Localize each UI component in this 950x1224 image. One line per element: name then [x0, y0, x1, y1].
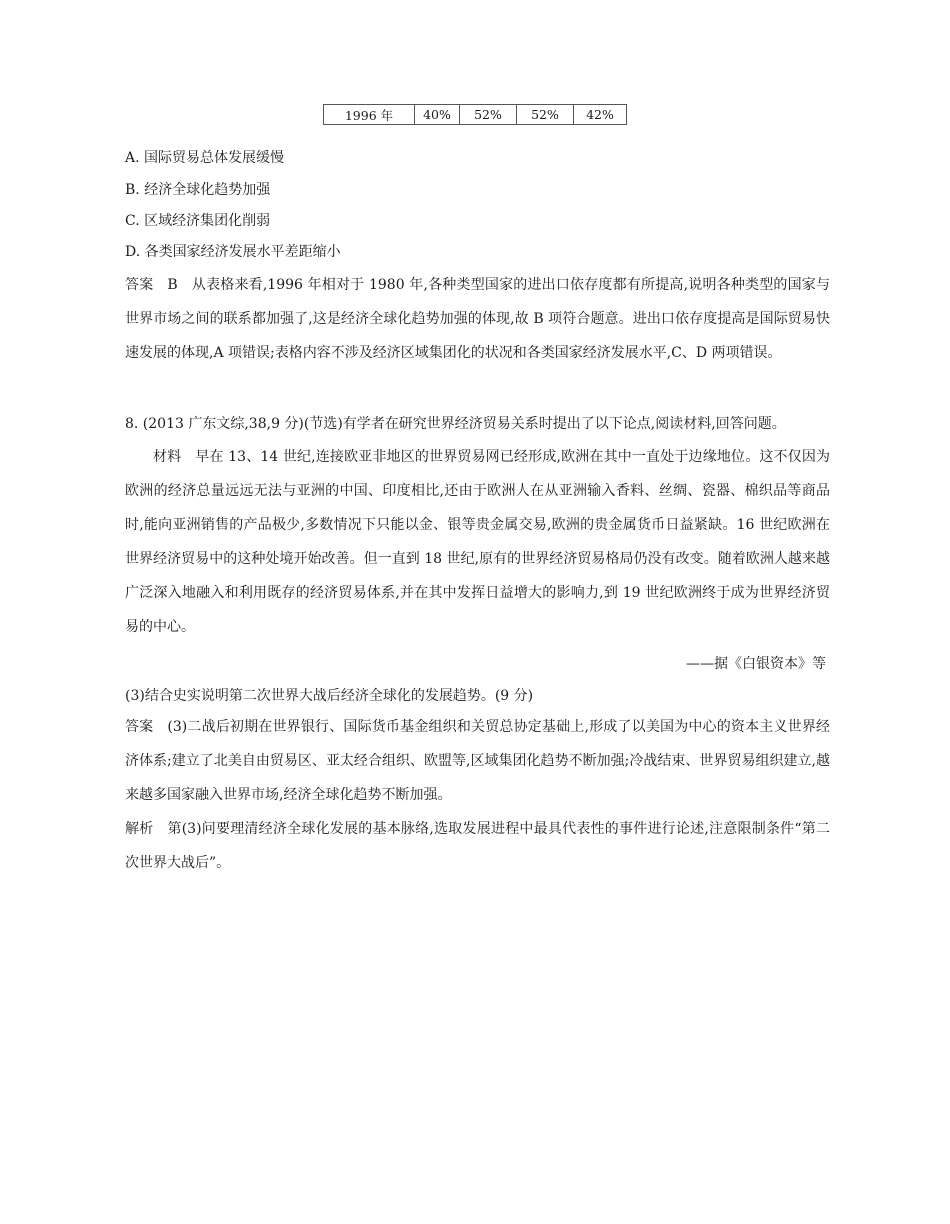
answer-text: (3)二战后初期在世界银行、国际货币基金组织和关贸总协定基础上,形成了以美国为中心的资本主义世界经济体系;建立了北美自由贸易区、亚太经合组织、欧盟等,区域集团化趋势不断加强;冷战结束、世界贸易组织建立,越来越多国家融入世界市场,经济全球化趋势不断加强。 [125, 719, 831, 803]
option-c: C. 区域经济集团化削弱 [125, 213, 271, 229]
material-text: 早在 13、14 世纪,连接欧亚非地区的世界贸易网已经形成,欧洲在其中一直处于边缘地位。这不仅因为欧洲的经济总量远远无法与亚洲的中国、印度相比,还由于欧洲人在从亚洲输入香料、丝绸、瓷器、棉织品等商品时,能向亚洲销售的产品极少,多数情况下只能以金、银等贵金属交易,欧洲的贵金属货币日益紧缺。16 世纪欧洲在世界经济贸易中的这种处境开始改善。但一直到 18 世纪,原有的世界经济贸易格局仍没有改变。随着欧洲人越来越广泛深入地融入和利用既存的经济贸易体系,并在其中发挥日益增大的影响力,到 19 世纪欧洲终于成为世界经济贸易的中心。 [125, 449, 830, 635]
answer-8-block [125, 710, 830, 880]
answer-7 [125, 268, 830, 370]
option-d: D. 各类国家经济发展水平差距缩小 [125, 244, 341, 260]
material-source: ——据《白银资本》等 [686, 656, 826, 672]
answer-label: 答案 [125, 719, 154, 735]
answer-8 [125, 710, 830, 812]
analysis-text: 第(3)问要理清经济全球化发展的基本脉络,选取发展进程中最具代表性的事件进行论述,注意限制条件“第二次世界大战后”。 [125, 821, 831, 871]
table-cell: 52% [460, 105, 517, 125]
table-cell: 42% [574, 105, 627, 125]
answer-label: 答案 [125, 277, 154, 293]
table-cell: 52% [517, 105, 574, 125]
analysis-8 [125, 812, 830, 880]
data-table [323, 104, 627, 125]
answer-explanation: 从表格来看,1996 年相对于 1980 年,各种类型国家的进出口依存度都有所提高,说明各种类型的国家与世界市场之间的联系都加强了,这是经济全球化趋势加强的体现,故 B 项符合题意。进出口依存度提高是国际贸易快速发展的体现,A 项错误;表格内容不涉及经济区域集团化的状况和各类国家经济发展水平,C、D 两项错误。 [125, 277, 830, 361]
table-cell: 40% [415, 105, 460, 125]
option-a: A. 国际贸易总体发展缓慢 [125, 150, 285, 166]
material-block [125, 440, 830, 644]
answer-7-block [125, 268, 830, 370]
table-row [324, 105, 627, 125]
option-b: B. 经济全球化趋势加强 [125, 182, 271, 198]
question-8-header: 8. (2013 广东文综,38,9 分)(节选)有学者在研究世界经济贸易关系时提出了以下论点,阅读材料,回答问题。 [125, 416, 786, 432]
material-paragraph [125, 440, 830, 644]
sub-question-3: (3)结合史实说明第二次世界大战后经济全球化的发展趋势。(9 分) [125, 688, 534, 704]
analysis-label: 解析 [125, 821, 154, 837]
table-cell-year: 1996 年 [324, 105, 415, 125]
material-label: 材料 [153, 449, 182, 465]
answer-choice: B [167, 277, 178, 293]
